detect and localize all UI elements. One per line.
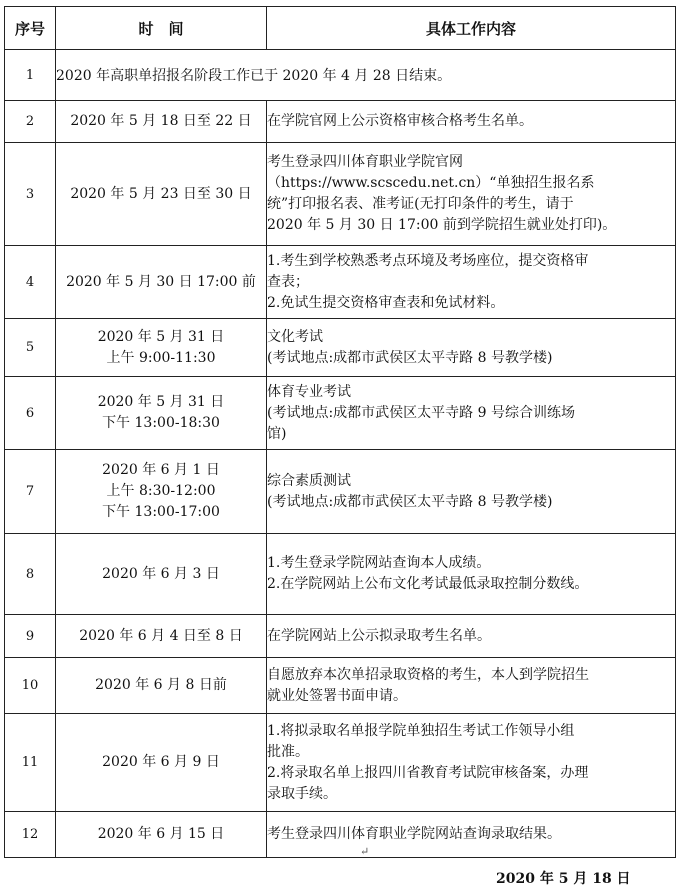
content-line: 文化考试 xyxy=(267,328,323,345)
content-line: 1.考生登录学院网站查询本人成绩。 xyxy=(267,555,491,571)
content-line: 统”打印报名表、准考证(无打印条件的考生，请于 xyxy=(267,196,574,212)
header-time: 时 间 xyxy=(56,7,267,50)
content-line: 2.在学院网站上公布文化考试最低录取控制分数线。 xyxy=(267,576,589,592)
content-line: 馆) xyxy=(267,425,287,442)
table-row xyxy=(5,615,676,658)
row-number: 1 xyxy=(5,50,56,101)
content-line: 综合素质测试 xyxy=(267,472,351,489)
time-line: 下午 13:00-17:00 xyxy=(102,504,220,520)
schedule-table xyxy=(4,6,676,858)
row-number: 7 xyxy=(5,450,56,534)
content-line: (考试地点:成都市武侯区太平寺路 9 号综合训练场 xyxy=(267,404,575,421)
row-number: 3 xyxy=(5,143,56,246)
row-time xyxy=(56,615,267,658)
content-line: 自愿放弃本次单招录取资格的考生，本人到学院招生 xyxy=(267,666,589,683)
content-line: 在学院官网上公示资格审核合格考生名单。 xyxy=(267,113,533,129)
time-line: 上午 8:30-12:00 xyxy=(106,483,216,499)
header-no: 序号 xyxy=(5,7,56,50)
row-time xyxy=(56,319,267,377)
row-number: 5 xyxy=(5,319,56,377)
content-line: (考试地点:成都市武侯区太平寺路 8 号教学楼) xyxy=(267,349,553,366)
time-line: 2020 年 5 月 23 日至 30 日 xyxy=(70,185,252,202)
row-time xyxy=(56,246,267,319)
content-line: (考试地点:成都市武侯区太平寺路 8 号教学楼) xyxy=(267,493,553,510)
table-row xyxy=(5,101,676,143)
table-row xyxy=(5,534,676,615)
time-line: 2020 年 5 月 18 日至 22 日 xyxy=(70,113,252,129)
table-row xyxy=(5,450,676,534)
content-line: 查表； xyxy=(267,273,309,290)
time-line: 2020 年 6 月 3 日 xyxy=(102,565,220,582)
table-row xyxy=(5,143,676,246)
row-time xyxy=(56,812,267,858)
table-row xyxy=(5,50,676,101)
content-line: 考生登录四川体育职业学院网站查询录取结果。 xyxy=(267,826,561,842)
time-line: 2020 年 6 月 4 日至 8 日 xyxy=(79,627,243,644)
row-number: 11 xyxy=(5,714,56,812)
row-content xyxy=(267,143,676,246)
content-line: 2.将录取名单上报四川省教育考试院审核备案，办理 xyxy=(267,764,589,781)
row-content xyxy=(267,377,676,450)
time-line: 2020 年 6 月 8 日前 xyxy=(95,677,227,693)
row-content xyxy=(267,534,676,615)
row-time xyxy=(56,714,267,812)
row-content xyxy=(267,714,676,812)
row-merged-content: 2020 年高职单招报名阶段工作已于 2020 年 4 月 28 日结束。 xyxy=(56,50,676,101)
row-time xyxy=(56,450,267,534)
row-time xyxy=(56,377,267,450)
content-line: 在学院网站上公示拟录取考生名单。 xyxy=(267,627,491,644)
row-content xyxy=(267,658,676,714)
row-content xyxy=(267,319,676,377)
table-row xyxy=(5,377,676,450)
content-line: 录取手续。 xyxy=(267,785,337,802)
row-number: 8 xyxy=(5,534,56,615)
time-line: 下午 13:00-18:30 xyxy=(102,415,220,431)
content-line: 1.将拟录取名单报学院单独招生考试工作领导小组 xyxy=(267,722,575,739)
row-time xyxy=(56,101,267,143)
time-line: 2020 年 5 月 31 日 xyxy=(97,328,225,345)
content-line: 1.考生到学校熟悉考点环境及考场座位，提交资格审 xyxy=(267,252,589,269)
table-row xyxy=(5,246,676,319)
row-number: 4 xyxy=(5,246,56,319)
row-number: 9 xyxy=(5,615,56,658)
content-line: 2.免试生提交资格审查表和免试材料。 xyxy=(267,294,505,311)
row-content xyxy=(267,812,676,858)
time-line: 2020 年 6 月 1 日 xyxy=(102,462,220,478)
content-line: 就业处签署书面申请。 xyxy=(267,687,407,704)
row-number: 6 xyxy=(5,377,56,450)
content-line: 批准。 xyxy=(267,743,309,760)
row-content xyxy=(267,615,676,658)
table-row xyxy=(5,658,676,714)
row-time xyxy=(56,534,267,615)
content-line: 体育专业考试 xyxy=(267,383,351,400)
table-row xyxy=(5,812,676,858)
content-line: （https://www.scscedu.net.cn）“单独招生报名系 xyxy=(267,175,595,191)
row-number: 12 xyxy=(5,812,56,858)
row-number: 2 xyxy=(5,101,56,143)
time-line: 上午 9:00-11:30 xyxy=(106,349,216,366)
time-line: 2020 年 6 月 9 日 xyxy=(102,754,220,770)
content-line: 考生登录四川体育职业学院官网 xyxy=(267,154,463,170)
row-time xyxy=(56,658,267,714)
paragraph-mark: ↵ xyxy=(360,845,370,858)
content-line: 2020 年 5 月 30 日 17:00 前到学院招生就业处打印)。 xyxy=(267,217,617,233)
row-time xyxy=(56,143,267,246)
table-row xyxy=(5,319,676,377)
row-content xyxy=(267,246,676,319)
time-line: 2020 年 5 月 31 日 xyxy=(97,394,225,410)
time-line: 2020 年 5 月 30 日 17:00 前 xyxy=(66,273,256,290)
header-content: 具体工作内容 xyxy=(267,7,676,50)
row-content xyxy=(267,450,676,534)
document-date: 2020 年 5 月 18 日 xyxy=(496,871,631,887)
table-row xyxy=(5,714,676,812)
time-line: 2020 年 6 月 15 日 xyxy=(97,826,225,842)
row-content xyxy=(267,101,676,143)
header-row xyxy=(5,7,676,50)
row-number: 10 xyxy=(5,658,56,714)
